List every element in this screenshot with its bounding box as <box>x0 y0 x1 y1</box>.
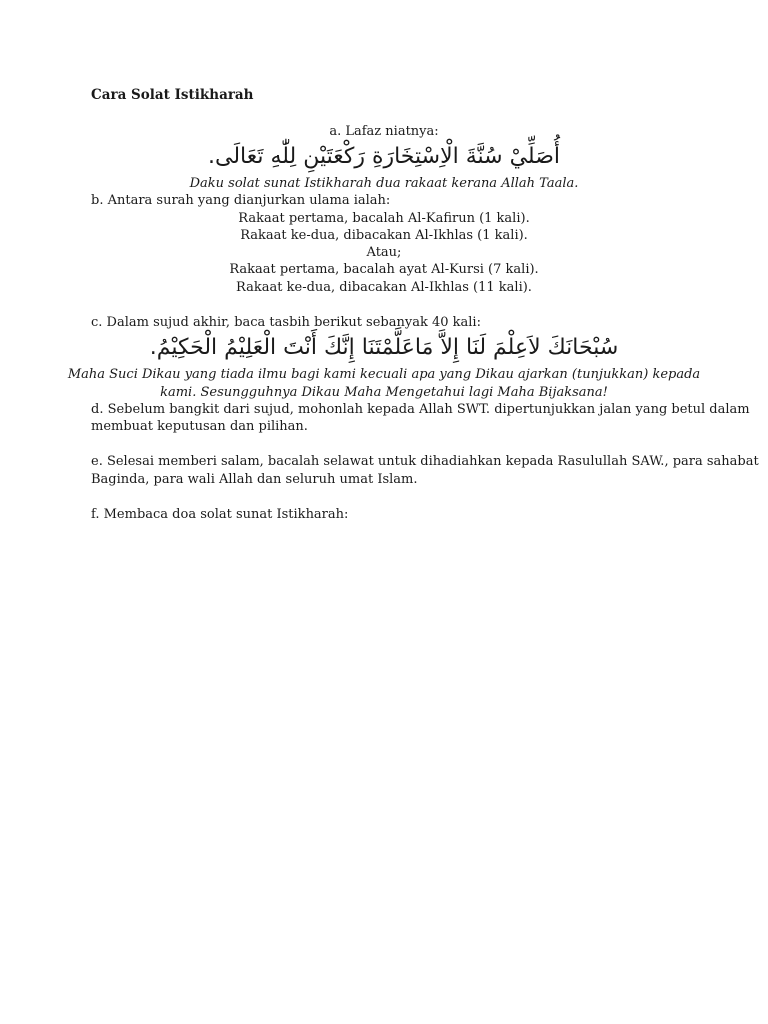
section-b-line: Rakaat ke-dua, dibacakan Al-Ikhlas (1 kali). <box>240 228 528 243</box>
section-c-translation-line1: Maha Suci Dikau yang tiada ilmu bagi kami kecuali apa yang Dikau ajarkan (tunjukkan) kepada <box>67 367 701 382</box>
section-c-heading: c. Dalam sujud akhir, baca tasbih berikut sebanyak 40 kali: <box>91 315 481 330</box>
document-title: Cara Solat Istikharah <box>91 87 254 103</box>
section-b-line: Atau; <box>366 245 402 260</box>
section-f-line1: f. Membaca doa solat sunat Istikharah: <box>91 507 349 522</box>
section-d-line1: d. Sebelum bangkit dari sujud, mohonlah kepada Allah SWT. dipertunjukkan jalan yang betul dalam <box>91 402 750 417</box>
section-e-line2: Baginda, para wali Allah dan seluruh umat Islam. <box>91 472 418 487</box>
section-e-line1: e. Selesai memberi salam, bacalah selawat untuk dihadiahkan kepada Rasulullah SAW., para sahabat <box>91 454 759 469</box>
section-a-arabic: أُصَلِّيْ سُنَّةَ الْاِسْتِخَارَةِ رَكْعَتَيْنِ لِلّٰهِ تَعَالَى. <box>207 144 561 169</box>
section-b-line: Rakaat pertama, bacalah ayat Al-Kursi (7 kali). <box>229 262 539 277</box>
section-a-translation: Daku solat sunat Istikharah dua rakaat kerana Allah Taala. <box>189 176 579 191</box>
section-a-heading: a. Lafaz niatnya: <box>329 124 439 139</box>
section-b-line: Rakaat ke-dua, dibacakan Al-Ikhlas (11 kali). <box>236 280 532 295</box>
section-b-heading: b. Antara surah yang dianjurkan ulama ialah: <box>91 193 391 208</box>
section-d-line2: membuat keputusan dan pilihan. <box>91 419 308 434</box>
section-c-translation-line2: kami. Sesungguhnya Dikau Maha Mengetahui lagi Maha Bijaksana! <box>160 385 608 400</box>
section-b-line: Rakaat pertama, bacalah Al-Kafirun (1 kali). <box>238 211 530 226</box>
section-c-arabic: سُبْحَانَكَ لاَعِلْمَ لَنَا إِلاَّ مَاعَلَّمْتَنَا إِنَّكَ أَنْتَ الْعَلِيْمُ الْحَكِيْمُ. <box>149 335 619 360</box>
